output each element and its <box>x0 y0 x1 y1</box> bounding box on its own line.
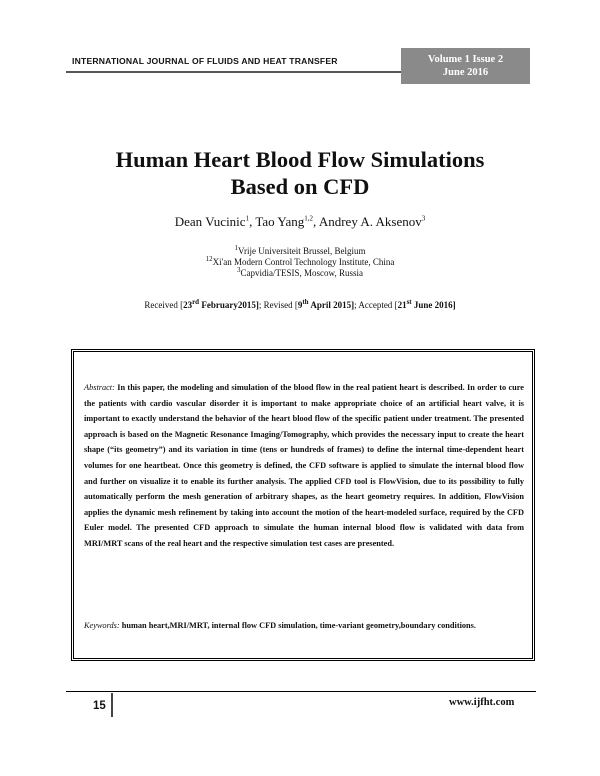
issue-date: June 2016 <box>442 67 489 78</box>
revised-day: 9 <box>297 300 303 310</box>
journal-title: INTERNATIONAL JOURNAL OF FLUIDS AND HEAT TRANSFER <box>72 56 338 66</box>
received-rest: February2015] <box>199 300 259 310</box>
author-sep: , <box>313 214 319 229</box>
header-rule <box>66 71 401 73</box>
accepted-rest: June 2016] <box>411 300 456 310</box>
affiliation-text: Capvidia/TESIS, Moscow, Russia <box>240 268 363 278</box>
footer-rule <box>66 691 536 692</box>
keywords-label: Keywords: <box>84 621 120 630</box>
keywords <box>84 618 524 634</box>
accepted-day-sup: st <box>406 298 412 306</box>
received-day: 23 <box>183 300 193 310</box>
abstract-text: In this paper, the modeling and simulation of the blood flow in the real patient heart is described. In order to cure the patients with cardio vascular disorder it is important to make appropriate choice of an artificial heart valve, it is important to exactly understand the behavior of the heart blood flow of the specific patient under treatment. The presented approach is based on the Magnetic Resonance Imaging/Tomography, which provides the necessary input to create the heart shape (“its geometry”) and its variation in time (tens or hundreds of frames) to define the internal time-dependent heart volumes for one heartbeat. Once this geometry is defined, the CFD software is applied to simulate the internal blood flow and further on visualize it to enable its further analysis. The applied CFD tool is FlowVision, due to its possibility to fully automatically perform the mesh generation of arbitrary shapes, as the heart geometry requires. In addition, FlowVision applies the dynamic mesh refinement by taking into account the motion of the heart-modeled surface, required by the CFD Euler model. The presented CFD approach to simulate the human internal blood flow is validated with data from MRI/MRT scans of the real heart and the respective simulation test cases are presented. <box>84 383 524 548</box>
author-sup: 3 <box>421 214 426 223</box>
keywords-text: human heart,MRI/MRT, internal flow CFD simulation, time-variant geometry,boundary conditions. <box>119 621 476 630</box>
author-name: Tao Yang <box>255 214 305 229</box>
journal-url: www.ijfht.com <box>449 697 515 708</box>
accepted-label: ; Accepted [ <box>354 300 398 310</box>
revised-label: ; Revised [ <box>258 300 298 310</box>
author-name: Andrey A. Aksenov <box>318 214 422 229</box>
author-sup: 1,2 <box>304 214 314 223</box>
page-number-bar <box>111 693 113 717</box>
volume-box <box>401 48 530 84</box>
revised-day-sup: th <box>302 298 309 306</box>
received-label: Received [ <box>144 300 184 310</box>
volume-issue: Volume 1 Issue 2 <box>427 54 504 65</box>
accepted-day: 21 <box>397 300 407 310</box>
abstract <box>84 380 524 552</box>
received-day-sup: rd <box>192 298 200 306</box>
affiliation-sup: 1 <box>234 244 239 252</box>
paper-title-line1: Human Heart Blood Flow Simulations <box>115 147 485 172</box>
affiliation-sup: 3 <box>237 266 241 274</box>
affiliation <box>0 265 600 279</box>
abstract-label: Abstract: <box>84 383 115 392</box>
revised-rest: April 2015] <box>308 300 355 310</box>
affiliation-text: Vrije Universiteit Brussel, Belgium <box>238 246 366 256</box>
affiliation-sup: 12 <box>205 255 213 263</box>
affiliation-text: Xi'an Modern Control Technology Institute, China <box>212 257 395 267</box>
author-sup: 1 <box>245 214 250 223</box>
author-sep: , <box>249 214 256 229</box>
author-list <box>0 214 600 230</box>
received-dates <box>0 298 600 310</box>
page-number: 15 <box>93 700 106 712</box>
author-name: Dean Vucinic <box>174 214 246 229</box>
paper-title-line2: Based on CFD <box>230 174 370 199</box>
